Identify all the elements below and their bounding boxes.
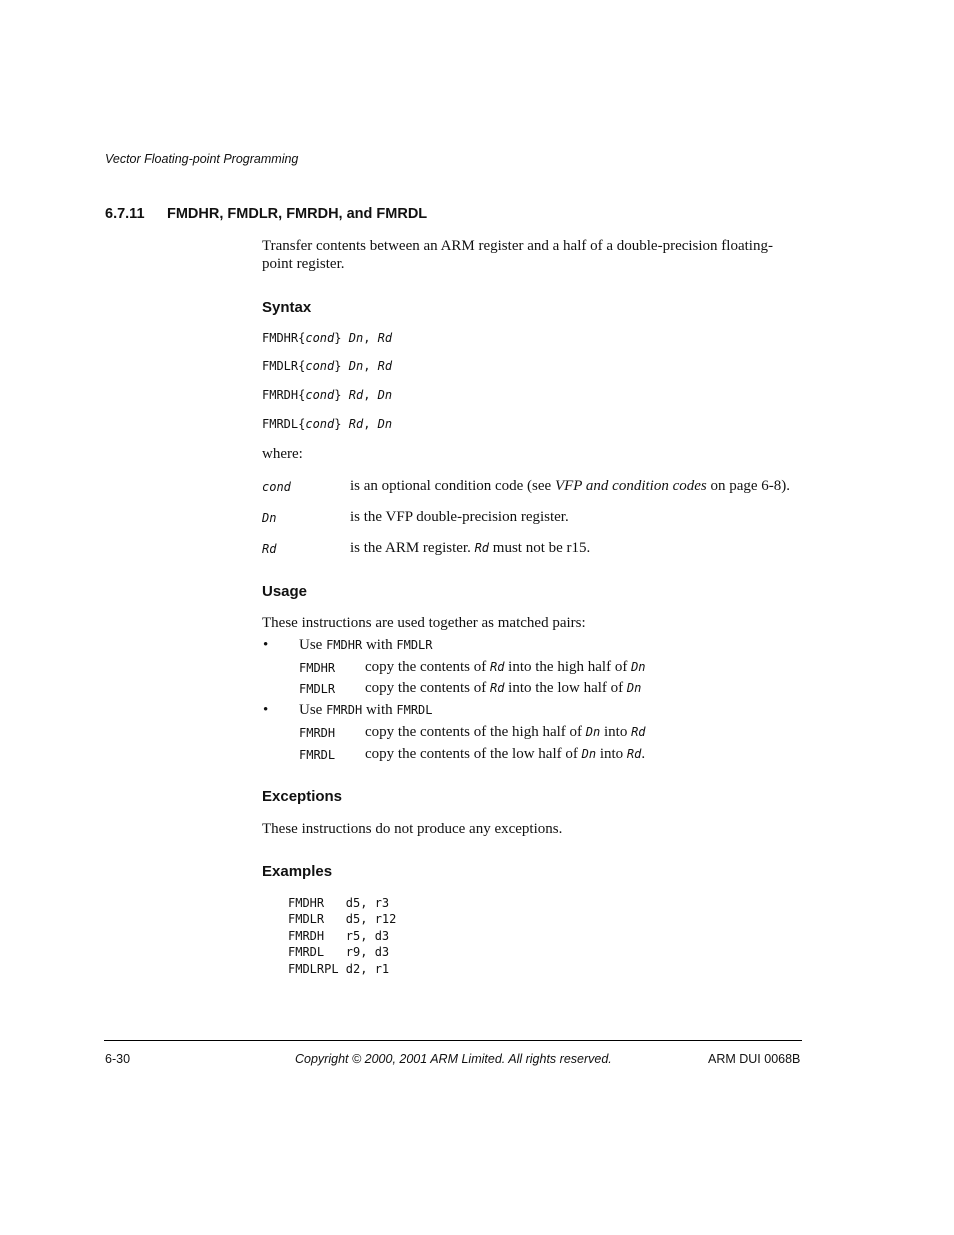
- usage-pair-text: Use: [299, 637, 327, 653]
- usage-pair: [299, 702, 433, 719]
- param-term-rd: Rd: [262, 542, 277, 556]
- syntax-close: }: [334, 417, 342, 431]
- usage-item-code: Rd: [489, 681, 505, 695]
- usage-item-desc: [365, 680, 641, 697]
- syntax-sep: ,: [363, 331, 378, 345]
- param-term-cond: cond: [262, 480, 291, 494]
- syntax-op: FMRDH{: [262, 388, 306, 402]
- syntax-op: FMDHR{: [262, 331, 306, 345]
- usage-item-text: .: [641, 746, 646, 762]
- syntax-sep: ,: [363, 359, 378, 373]
- syntax-close: }: [334, 359, 342, 373]
- syntax-line: [262, 359, 392, 373]
- usage-pair-instr: FMDHR: [326, 638, 363, 652]
- syntax-cond: cond: [305, 388, 335, 402]
- usage-pair-text: with: [362, 702, 397, 718]
- syntax-close: }: [334, 331, 342, 345]
- bullet-marker: •: [263, 702, 269, 718]
- where-label: where:: [262, 446, 303, 462]
- usage-intro: These instructions are used together as matched pairs:: [262, 615, 586, 631]
- syntax-arg2: Rd: [377, 331, 393, 345]
- param-desc-cond: [350, 478, 790, 495]
- usage-item-text: into: [600, 724, 632, 740]
- usage-item-code: Dn: [585, 725, 601, 739]
- section-title: FMDHR, FMDLR, FMRDH, and FMRDL: [167, 206, 428, 222]
- syntax-arg2: Dn: [377, 417, 393, 431]
- syntax-arg1: Dn: [348, 331, 364, 345]
- param-term-dn: Dn: [262, 511, 277, 525]
- usage-item-desc: [365, 724, 646, 741]
- usage-item-code: Dn: [626, 681, 642, 695]
- usage-item-instr: FMRDH: [299, 726, 336, 740]
- usage-item-code: Rd: [489, 660, 505, 674]
- syntax-close: }: [334, 388, 342, 402]
- param-desc-text: on page 6-8).: [706, 478, 791, 494]
- cross-reference-link[interactable]: VFP and condition codes: [554, 478, 707, 494]
- usage-item-code: Dn: [581, 747, 597, 761]
- usage-item-instr: FMDLR: [299, 682, 336, 696]
- usage-item-text: into the low half of: [504, 680, 627, 696]
- exceptions-heading: Exceptions: [262, 788, 343, 805]
- usage-pair-instr: FMRDH: [326, 703, 363, 717]
- syntax-line: [262, 331, 392, 345]
- param-desc-text: is an optional condition code (see: [350, 478, 555, 494]
- param-desc-dn: is the VFP double-precision register.: [350, 509, 569, 525]
- usage-item-code: Rd: [631, 725, 646, 739]
- syntax-op: FMRDL{: [262, 417, 306, 431]
- param-desc-code: Rd: [474, 541, 490, 555]
- bullet-marker: •: [263, 637, 269, 653]
- syntax-arg1: Rd: [348, 417, 364, 431]
- param-desc-text: is the ARM register.: [350, 540, 475, 556]
- usage-pair-text: Use: [299, 702, 327, 718]
- usage-item-instr: FMRDL: [299, 748, 336, 762]
- usage-item-text: copy the contents of the low half of: [365, 746, 582, 762]
- usage-item-text: into: [596, 746, 627, 762]
- usage-item-instr: FMDHR: [299, 661, 336, 675]
- syntax-cond: cond: [305, 359, 335, 373]
- syntax-sep: ,: [363, 417, 378, 431]
- syntax-heading: Syntax: [262, 299, 312, 316]
- usage-item-desc: [365, 659, 646, 676]
- copyright-notice: Copyright © 2000, 2001 ARM Limited. All rights reserved.: [295, 1052, 612, 1066]
- syntax-sep: ,: [363, 388, 378, 402]
- running-header: Vector Floating-point Programming: [105, 152, 299, 166]
- syntax-cond: cond: [305, 331, 335, 345]
- page-number: 6-30: [105, 1052, 131, 1066]
- usage-item-desc: [365, 746, 645, 763]
- usage-item-text: copy the contents of: [365, 659, 490, 675]
- syntax-line: [262, 388, 392, 402]
- syntax-cond: cond: [305, 417, 335, 431]
- syntax-line: [262, 417, 392, 431]
- usage-item-text: copy the contents of: [365, 680, 490, 696]
- syntax-arg2: Rd: [377, 359, 393, 373]
- usage-pair-text: with: [362, 637, 397, 653]
- examples-heading: Examples: [262, 863, 333, 880]
- section-intro: Transfer contents between an ARM register and a half of a double-precision floating-point register.: [262, 238, 773, 272]
- usage-pair-instr: FMDLR: [396, 638, 433, 652]
- usage-item-code: Dn: [631, 660, 646, 674]
- usage-pair-instr: FMRDL: [396, 703, 433, 717]
- usage-pair: [299, 637, 433, 654]
- usage-heading: Usage: [262, 583, 308, 600]
- exceptions-text: These instructions do not produce any exceptions.: [262, 821, 563, 837]
- syntax-arg1: Dn: [348, 359, 364, 373]
- param-desc-rd: [350, 540, 590, 557]
- syntax-arg2: Dn: [377, 388, 393, 402]
- footer-rule: [104, 1040, 802, 1041]
- syntax-arg1: Rd: [348, 388, 364, 402]
- document-id: ARM DUI 0068B: [708, 1052, 801, 1066]
- param-desc-text: must not be r15.: [489, 540, 591, 556]
- examples-code-block: FMDHR d5, r3 FMDLR d5, r12 FMRDH r5, d3 FMRDL r9, d3 FMDLRPL d2, r1: [288, 896, 397, 976]
- usage-item-code: Rd: [626, 747, 642, 761]
- syntax-op: FMDLR{: [262, 359, 306, 373]
- usage-item-text: copy the contents of the high half of: [365, 724, 586, 740]
- section-number: 6.7.11: [105, 206, 145, 222]
- usage-item-text: into the high half of: [504, 659, 632, 675]
